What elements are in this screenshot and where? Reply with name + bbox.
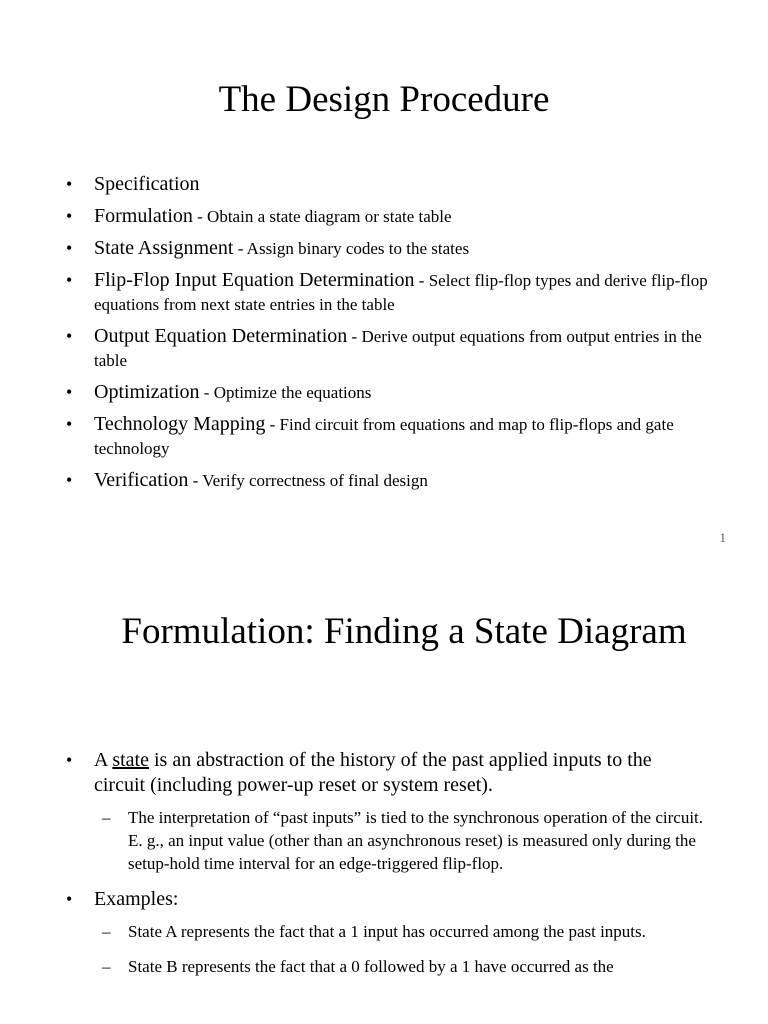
procedure-list: [66, 172, 716, 500]
bullet-icon: •: [66, 326, 73, 346]
list-item: [66, 172, 716, 197]
item-lead: Optimization: [94, 381, 200, 403]
list-item: [66, 887, 706, 978]
list-item: [66, 380, 716, 405]
bullet-icon: •: [66, 174, 73, 194]
dash-icon: –: [102, 957, 111, 976]
item-lead: Technology Mapping: [94, 413, 266, 435]
bullet-icon: •: [66, 382, 73, 402]
item-text-suffix: is an abstraction of the history of the past applied inputs to the circuit (including power-up reset or system reset).: [94, 749, 652, 796]
item-description: - Optimize the equations: [199, 383, 372, 402]
state-term: state: [112, 749, 149, 771]
item-description: - Find circuit from equations and map to flip-flops and gate technology: [94, 415, 674, 458]
item-lead: Output Equation Determination: [94, 325, 348, 347]
item-lead: Specification: [94, 173, 200, 195]
sub-list: [94, 806, 706, 875]
slide-formulation: [0, 580, 768, 1024]
slide-title: The Design Procedure: [218, 79, 550, 120]
sub-list-item: [94, 806, 706, 875]
item-description: - Derive output equations from output entries in the table: [94, 327, 702, 370]
item-description: - Select flip-flop types and derive flip-flop equations from next state entries in the table: [94, 271, 708, 314]
list-item: [66, 204, 716, 229]
list-item: [66, 468, 716, 493]
item-lead: Verification: [94, 469, 189, 491]
item-description: - Verify correctness of final design: [188, 471, 428, 490]
list-item: [66, 324, 716, 373]
sub-item-text: State B represents the fact that a 0 followed by a 1 have occurred as the: [128, 957, 614, 976]
list-item: [66, 412, 716, 461]
examples-list: [94, 920, 706, 978]
item-description: - Assign binary codes to the states: [233, 239, 470, 258]
sub-list-item: [94, 920, 706, 943]
list-item: [66, 268, 716, 317]
bullet-icon: •: [66, 750, 73, 770]
list-item: [66, 236, 716, 261]
sub-item-text: The interpretation of “past inputs” is tied to the synchronous operation of the circuit. E. g., an input value (other than an asynchronous reset) is measured only during the setup-hold time interval for an edge-triggered flip-flop.: [128, 808, 704, 873]
item-text-prefix: A: [94, 749, 113, 771]
page-number: 1: [719, 530, 726, 545]
bullet-icon: •: [66, 414, 73, 434]
dash-icon: –: [102, 808, 111, 827]
list-item: [66, 748, 706, 875]
item-lead: Formulation: [94, 205, 193, 227]
item-description: - Obtain a state diagram or state table: [192, 207, 452, 226]
bullet-icon: •: [66, 470, 73, 490]
bullet-icon: •: [66, 889, 73, 909]
slide-title: Formulation: Finding a State Diagram: [121, 611, 687, 652]
bullet-icon: •: [66, 238, 73, 258]
formulation-list: [66, 748, 706, 990]
item-text: Examples:: [94, 888, 179, 910]
item-lead: State Assignment: [94, 237, 234, 259]
item-lead: Flip-Flop Input Equation Determination: [94, 269, 415, 291]
dash-icon: –: [102, 922, 111, 941]
sub-item-text: State A represents the fact that a 1 input has occurred among the past inputs.: [128, 922, 646, 941]
sub-list-item: [94, 955, 706, 978]
bullet-icon: •: [66, 206, 73, 226]
bullet-icon: •: [66, 270, 73, 290]
